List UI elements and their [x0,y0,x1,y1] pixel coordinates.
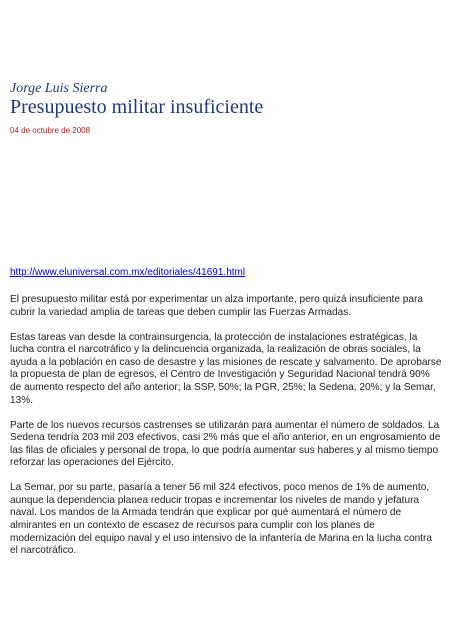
paragraph-1: El presupuesto militar está por experimentar un alza importante, pero quizá insuficiente para cubrir la variedad amplia de tareas que deben cumplir las Fuerzas Armadas. [10,294,423,318]
article-body [10,294,442,570]
author-name: Jorge Luis Sierra [10,81,108,96]
publication-date: 04 de octubre de 2008 [10,126,91,135]
article-title: Presupuesto militar insuficiente [10,96,264,118]
paragraph-3: Parte de los nuevos recursos castrenses se utilizarán para aumentar el número de soldados. La Sedena tendría 203 mil 203 efectivos, casi 2% más que el año anterior, en un engrosamiento de las filas de oficiales y personal de tropa, lo que podría aumentar sus haberes y al mismo tiempo reforzar las operaciones del Ejército. [10,419,441,469]
paragraph-2: Estas tareas van desde la contrainsurgencia, la protección de instalaciones estratégicas, la lucha contra el narcotráfico y la delincuencia organizada, la realización de obras sociales, la ayuda a la población en caso de desastre y las misiones de rescate y salvamento. De aprobarse la propuesta de plan de egresos, el Centro de Investigación y Seguridad Nacional tendrá 90% de aumento respecto del año anterior; la SSP, 50%; la PGR, 25%; la Sedena, 20%; y la Semar, 13%. [10,331,442,406]
source-link[interactable]: http://www.eluniversal.com.mx/editoriales/41691.html [10,267,246,278]
paragraph-4: La Semar, por su parte, pasaría a tener 56 mil 324 efectivos, poco menos de 1% de aumento, aunque la dependencia planea reducir tropas e incrementar los niveles de mando y jefatura naval. Los mandos de la Armada tendrán que explicar por qué aumentará el número de almirantes en un contexto de escasez de recursos para cumplir con los planes de modernización del equipo naval y el uso intensivo de la infantería de Marina en la lucha contra el narcotráfico. [10,482,432,557]
